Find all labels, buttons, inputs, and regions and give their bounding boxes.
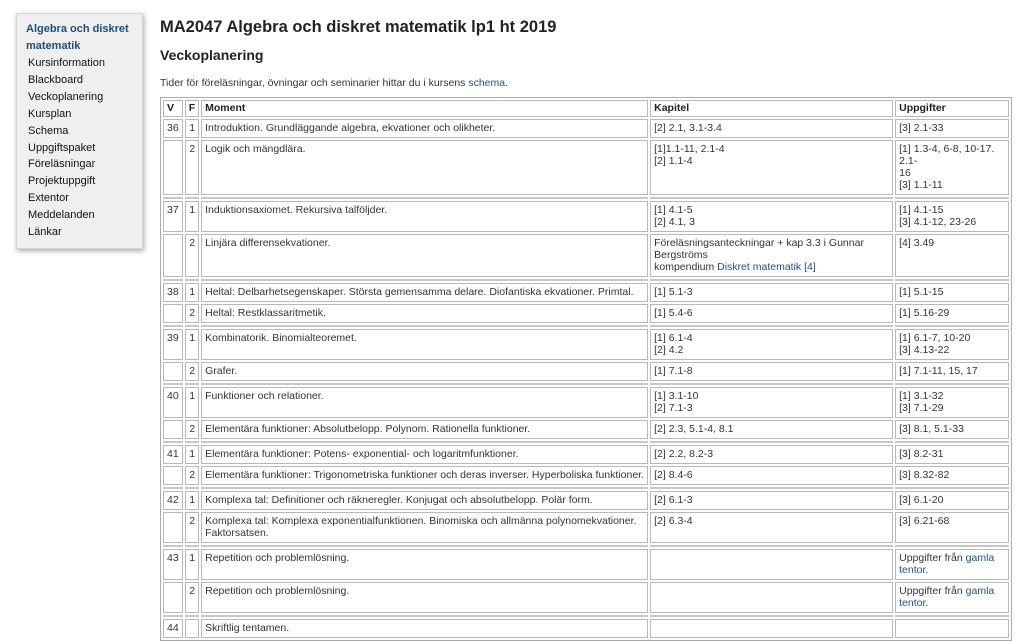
moment-cell: Elementära funktioner: Potens- exponential- och logaritmfunktioner. <box>201 445 648 464</box>
uppgifter-line: [3] 7.1-29 <box>899 402 944 414</box>
kapitel-cell <box>650 491 893 510</box>
moment-cell: Logik och mängdlära. <box>201 140 648 195</box>
separator-cell <box>895 197 1009 199</box>
uppgifter-cell <box>895 466 1009 485</box>
uppgifter-line: [1] 6.1-7, 10-20 <box>899 332 971 344</box>
week-separator <box>163 441 1009 443</box>
kapitel-cell <box>650 362 893 381</box>
separator-cell <box>163 383 183 385</box>
week-cell <box>163 582 183 613</box>
week-cell <box>163 512 183 543</box>
session-cell <box>185 619 199 638</box>
sidebar-item-länkar[interactable]: Länkar <box>28 226 62 239</box>
table-row <box>163 512 1009 543</box>
table-row <box>163 304 1009 323</box>
week-cell <box>163 234 183 277</box>
separator-cell <box>201 545 648 547</box>
gamla-tentor-link[interactable]: gamla tentor <box>899 552 995 576</box>
kapitel-line: [2] 4.2 <box>654 344 684 356</box>
uppgifter-cell <box>895 387 1009 418</box>
session-cell: 1 <box>185 491 199 510</box>
session-cell: 2 <box>185 234 199 277</box>
table-row <box>163 420 1009 439</box>
kapitel-cell <box>650 466 893 485</box>
session-cell: 2 <box>185 140 199 195</box>
kapitel-cell <box>650 304 893 323</box>
header-v: V <box>163 100 183 117</box>
uppgifter-cell <box>895 140 1009 195</box>
table-row <box>163 387 1009 418</box>
separator-cell <box>895 383 1009 385</box>
sidebar-item-meddelanden[interactable]: Meddelanden <box>28 209 95 222</box>
table-row <box>163 140 1009 195</box>
session-cell: 1 <box>185 119 199 138</box>
schedule-table <box>160 97 1012 641</box>
header-moment: Moment <box>201 100 648 117</box>
uppgifter-line: [3] 8.1, 5.1-33 <box>899 423 964 435</box>
session-cell: 1 <box>185 549 199 580</box>
uppgifter-cell <box>895 445 1009 464</box>
separator-cell <box>185 487 199 489</box>
kapitel-cell <box>650 329 893 360</box>
kapitel-line: [2] 4.1, 3 <box>654 216 695 228</box>
separator-cell <box>163 487 183 489</box>
separator-cell <box>163 545 183 547</box>
separator-cell <box>650 487 893 489</box>
uppgifter-line: [1] 5.1-15 <box>899 286 944 298</box>
separator-cell <box>163 197 183 199</box>
session-cell: 2 <box>185 512 199 543</box>
uppgifter-line: [3] 4.13-22 <box>899 344 950 356</box>
week-separator <box>163 545 1009 547</box>
sidebar-item-extentor[interactable]: Extentor <box>28 192 69 205</box>
moment-cell: Heltal: Delbarhetsegenskaper. Största gemensamma delare. Diofantiska ekvationer. Primtal. <box>201 283 648 302</box>
table-row <box>163 466 1009 485</box>
week-separator <box>163 487 1009 489</box>
kapitel-cell <box>650 119 893 138</box>
week-separator <box>163 197 1009 199</box>
uppgifter-cell <box>895 329 1009 360</box>
kapitel-text: kompendium <box>654 261 718 273</box>
kapitel-line: [1] 7.1-8 <box>654 365 693 377</box>
header-uppgifter: Uppgifter <box>895 100 1009 117</box>
sidebar-course-title[interactable]: Algebra och diskret matematik <box>26 23 129 52</box>
moment-cell: Heltal: Restklassaritmetik. <box>201 304 648 323</box>
intro-paragraph <box>160 76 1012 90</box>
table-row <box>163 582 1009 613</box>
kapitel-cell <box>650 582 893 613</box>
week-cell: 38 <box>163 283 183 302</box>
separator-cell <box>201 441 648 443</box>
schema-link[interactable]: schema <box>468 77 506 89</box>
table-row <box>163 549 1009 580</box>
week-cell <box>163 304 183 323</box>
kapitel-line: [2] 6.1-3 <box>654 494 693 506</box>
moment-cell: Introduktion. Grundläggande algebra, ekvationer och olikheter. <box>201 119 648 138</box>
kapitel-line: [1] 6.1-4 <box>654 332 693 344</box>
table-row <box>163 119 1009 138</box>
uppgifter-line: [1] 7.1-11, 15, 17 <box>899 365 978 377</box>
separator-cell <box>185 545 199 547</box>
kapitel-cell <box>650 549 893 580</box>
sidebar-item-uppgiftspaket[interactable]: Uppgiftspaket <box>28 141 96 154</box>
sidebar-nav <box>16 13 143 249</box>
uppgifter-line: [1] 4.1-15 <box>899 204 944 216</box>
separator-cell <box>163 325 183 327</box>
separator-cell <box>895 487 1009 489</box>
separator-cell <box>185 383 199 385</box>
intro-end: . <box>505 77 509 89</box>
kapitel-line <box>654 261 889 273</box>
week-cell: 36 <box>163 119 183 138</box>
moment-cell: Grafer. <box>201 362 648 381</box>
week-separator <box>163 615 1009 617</box>
separator-cell <box>185 279 199 281</box>
separator-cell <box>163 615 183 617</box>
separator-cell <box>650 441 893 443</box>
week-separator <box>163 383 1009 385</box>
uppgifter-line: [3] 8.2-31 <box>899 448 944 460</box>
separator-cell <box>185 197 199 199</box>
moment-cell: Skriftlig tentamen. <box>201 619 648 638</box>
session-cell: 2 <box>185 466 199 485</box>
kapitel-line: [1] 3.1-10 <box>654 390 699 402</box>
uppgifter-cell <box>895 119 1009 138</box>
kapitel-cell <box>650 201 893 232</box>
uppgifter-cell <box>895 201 1009 232</box>
kapitel-line: [1] 4.1-5 <box>654 204 693 216</box>
uppgifter-cell <box>895 304 1009 323</box>
session-cell: 1 <box>185 201 199 232</box>
moment-cell: Komplexa tal: Definitioner och räkneregler. Konjugat och absolutbelopp. Polär form. <box>201 491 648 510</box>
kapitel-cell <box>650 619 893 638</box>
separator-cell <box>201 279 648 281</box>
uppgifter-line: [3] 8.32-82 <box>899 469 950 481</box>
separator-cell <box>185 441 199 443</box>
session-cell: 1 <box>185 445 199 464</box>
sidebar-item-föreläsningar[interactable]: Föreläsningar <box>28 158 96 171</box>
moment-cell: Repetition och problemlösning. <box>201 582 648 613</box>
kapitel-cell <box>650 283 893 302</box>
separator-cell <box>650 615 893 617</box>
page-subtitle: Veckoplanering <box>160 47 264 63</box>
kapitel-cell <box>650 387 893 418</box>
kapitel-line: Bergströms <box>654 249 708 261</box>
separator-cell <box>185 615 199 617</box>
moment-cell: Kombinatorik. Binomialteoremet. <box>201 329 648 360</box>
uppgifter-cell <box>895 420 1009 439</box>
uppgifter-text: Uppgifter från <box>899 552 966 564</box>
week-cell <box>163 362 183 381</box>
separator-cell <box>163 441 183 443</box>
uppgifter-cell <box>895 362 1009 381</box>
uppgifter-line: [3] 4.1-12, 23-26 <box>899 216 977 228</box>
uppgifter-line: [1] 1.3-4, 6-8, 10-17. 2.1- <box>899 143 995 167</box>
week-cell <box>163 140 183 195</box>
separator-cell <box>201 487 648 489</box>
session-cell: 1 <box>185 387 199 418</box>
session-cell: 1 <box>185 329 199 360</box>
week-cell <box>163 466 183 485</box>
separator-cell <box>895 441 1009 443</box>
kapitel-line: [2] 6.3-4 <box>654 515 693 527</box>
separator-cell <box>650 197 893 199</box>
uppgifter-cell <box>895 619 1009 638</box>
separator-cell <box>201 383 648 385</box>
moment-cell: Elementära funktioner: Absolutbelopp. Polynom. Rationella funktioner. <box>201 420 648 439</box>
schedule-body <box>163 119 1009 638</box>
intro-text: Tider för föreläsningar, övningar och seminarier hittar du i kursens <box>160 77 469 89</box>
table-row <box>163 201 1009 232</box>
kapitel-line: [1]1.1-11, 2.1-4 <box>654 143 725 155</box>
moment-cell: Funktioner och relationer. <box>201 387 648 418</box>
gamla-tentor-link[interactable]: gamla tentor <box>899 585 995 609</box>
table-row <box>163 619 1009 638</box>
kapitel-line: [2] 8.4-6 <box>654 469 693 481</box>
sidebar-items <box>26 55 142 241</box>
header-kapitel: Kapitel <box>650 100 893 117</box>
separator-cell <box>650 325 893 327</box>
sidebar-item-kursinformation[interactable]: Kursinformation <box>28 57 106 69</box>
uppgifter-line: 16 <box>899 167 911 179</box>
separator-cell <box>201 325 648 327</box>
moment-cell: Linjära differensekvationer. <box>201 234 648 277</box>
uppgifter-cell <box>895 582 1009 613</box>
uppgifter-cell <box>895 234 1009 277</box>
separator-cell <box>201 615 648 617</box>
sidebar-item-kursplan[interactable]: Kursplan <box>28 107 72 120</box>
kapitel-line: [1] 5.1-3 <box>654 286 693 298</box>
kapitel-line: [2] 7.1-3 <box>654 402 693 414</box>
sidebar-item-projektuppgift[interactable]: Projektuppgift <box>28 175 96 188</box>
kapitel-cell <box>650 512 893 543</box>
uppgifter-line: [3] 1.1-11 <box>899 179 943 191</box>
uppgifter-text: Uppgifter från <box>899 585 966 597</box>
kapitel-cell <box>650 445 893 464</box>
week-cell: 44 <box>163 619 183 638</box>
uppgifter-cell <box>895 512 1009 543</box>
kapitel-cell <box>650 420 893 439</box>
separator-cell <box>895 279 1009 281</box>
table-row <box>163 329 1009 360</box>
table-row <box>163 234 1009 277</box>
separator-cell <box>895 545 1009 547</box>
table-row <box>163 491 1009 510</box>
uppgifter-text-end: . <box>925 597 929 609</box>
session-cell: 2 <box>185 582 199 613</box>
uppgifter-line: [1] 3.1-32 <box>899 390 944 402</box>
moment-cell: Induktionsaxiomet. Rekursiva talföljder. <box>201 201 648 232</box>
week-separator <box>163 279 1009 281</box>
kapitel-line: [1] 5.4-6 <box>654 307 693 319</box>
moment-cell: Elementära funktioner: Trigonometriska funktioner och deras inverser. Hyperboliska funktioner. <box>201 466 648 485</box>
session-cell: 2 <box>185 362 199 381</box>
uppgifter-line: [4] 3.49 <box>899 237 935 249</box>
kapitel-line: Föreläsningsanteckningar + kap 3.3 i Gunnar <box>654 237 864 249</box>
separator-cell <box>895 615 1009 617</box>
header-f: F <box>185 100 199 117</box>
kapitel-line: [2] 2.1, 3.1-3.4 <box>654 122 722 134</box>
separator-cell <box>650 545 893 547</box>
separator-cell <box>895 325 1009 327</box>
session-cell: 2 <box>185 304 199 323</box>
separator-cell <box>163 279 183 281</box>
separator-cell <box>185 325 199 327</box>
week-cell: 41 <box>163 445 183 464</box>
uppgifter-line: [1] 5.16-29 <box>899 307 950 319</box>
table-row <box>163 362 1009 381</box>
sidebar-item-schema[interactable]: Schema <box>28 124 69 137</box>
uppgifter-line: [3] 6.21-68 <box>899 515 950 527</box>
moment-cell: Komplexa tal: Komplexa exponentialfunktionen. Binomiska och allmänna polynomekvationer. Faktorsatsen. <box>201 512 648 543</box>
week-cell: 37 <box>163 201 183 232</box>
session-cell: 1 <box>185 283 199 302</box>
kompendium-link[interactable]: Diskret matematik [4] <box>717 261 816 273</box>
moment-cell: Repetition och problemlösning. <box>201 549 648 580</box>
uppgifter-cell <box>895 549 1009 580</box>
separator-cell <box>650 383 893 385</box>
week-cell: 43 <box>163 549 183 580</box>
table-row <box>163 283 1009 302</box>
week-cell: 39 <box>163 329 183 360</box>
uppgifter-cell <box>895 491 1009 510</box>
session-cell: 2 <box>185 420 199 439</box>
kapitel-cell <box>650 234 893 277</box>
week-separator <box>163 325 1009 327</box>
uppgifter-line: [3] 6.1-20 <box>899 494 944 506</box>
uppgifter-line: [3] 2.1-33 <box>899 122 944 134</box>
kapitel-line: [2] 2.3, 5.1-4, 8.1 <box>654 423 734 435</box>
table-row <box>163 445 1009 464</box>
uppgifter-cell <box>895 283 1009 302</box>
week-cell: 40 <box>163 387 183 418</box>
table-header-row <box>163 100 1009 117</box>
week-cell: 42 <box>163 491 183 510</box>
separator-cell <box>650 279 893 281</box>
kapitel-line: [2] 2.2, 8.2-3 <box>654 448 714 460</box>
sidebar-item-veckoplanering[interactable]: Veckoplanering <box>28 90 104 103</box>
separator-cell <box>201 197 648 199</box>
main-content <box>160 16 1012 634</box>
page-title: MA2047 Algebra och diskret matematik lp1 ht 2019 <box>160 18 557 36</box>
sidebar-item-blackboard[interactable]: Blackboard <box>28 73 84 86</box>
uppgifter-text-end: . <box>925 564 929 576</box>
kapitel-cell <box>650 140 893 195</box>
week-cell <box>163 420 183 439</box>
kapitel-line: [2] 1.1-4 <box>654 155 693 167</box>
